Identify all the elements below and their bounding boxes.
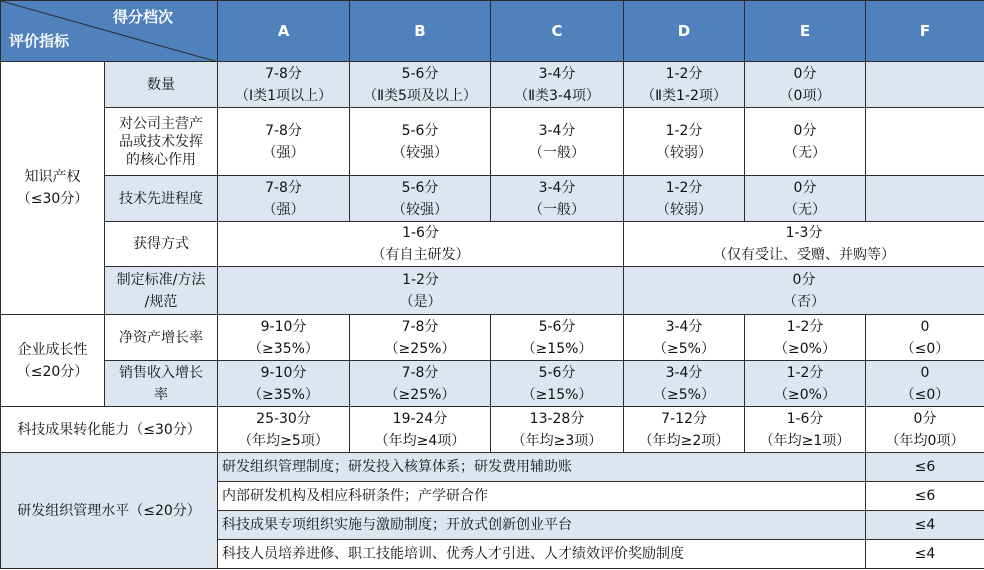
score-cell: 9-10分 （≥35%） bbox=[218, 315, 350, 361]
table-row bbox=[1, 267, 984, 315]
standards-yes-cell: 1-2分 （是） bbox=[218, 267, 624, 315]
quantity-label: 数量 bbox=[105, 62, 218, 108]
score-cell: 0 （≤0） bbox=[866, 315, 984, 361]
rd-item-text: 科技人员培养进修、职工技能培训、优秀人才引进、人才绩效评价奖励制度 bbox=[218, 540, 866, 569]
rd-item-score: ≤6 bbox=[866, 453, 984, 482]
net-assets-label: 净资产增长率 bbox=[105, 315, 218, 361]
score-cell: 7-8分 （≥25%） bbox=[350, 315, 491, 361]
rd-item-text: 研发组织管理制度；研发投入核算体系；研发费用辅助账 bbox=[218, 453, 866, 482]
table-row bbox=[1, 453, 984, 482]
score-cell: 5-6分 （≥15%） bbox=[491, 361, 624, 407]
score-cell: 19-24分 （年均≥4项） bbox=[350, 407, 491, 453]
table-row bbox=[1, 176, 984, 222]
score-cell: 1-6分 （年均≥1项） bbox=[745, 407, 866, 453]
score-cell: 0分 （无） bbox=[745, 176, 866, 222]
score-cell: 7-8分 （Ⅰ类1项以上） bbox=[218, 62, 350, 108]
score-cell: 5-6分 （Ⅱ类5项及以上） bbox=[350, 62, 491, 108]
score-cell: 1-2分 （Ⅱ类1-2项） bbox=[624, 62, 745, 108]
grade-header-e: E bbox=[745, 1, 866, 62]
corner-grade-label: 得分档次 bbox=[112, 8, 173, 26]
score-cell: 3-4分 （≥5%） bbox=[624, 361, 745, 407]
header-corner-cell bbox=[1, 1, 218, 62]
growth-group-weight: （≤20分） bbox=[16, 363, 89, 380]
score-cell: 0分 （无） bbox=[745, 108, 866, 176]
empty-cell bbox=[866, 62, 984, 108]
grade-header-c: C bbox=[491, 1, 624, 62]
rd-item-text: 内部研发机构及相应科研条件；产学研合作 bbox=[218, 482, 866, 511]
score-cell: 0 （≤0） bbox=[866, 361, 984, 407]
table-row bbox=[1, 407, 984, 453]
score-cell: 0分 （年均0项） bbox=[866, 407, 984, 453]
score-cell: 5-6分 （≥15%） bbox=[491, 315, 624, 361]
grade-header-a: A bbox=[218, 1, 350, 62]
score-cell: 5-6分 （较强） bbox=[350, 108, 491, 176]
ip-group-cell bbox=[1, 62, 105, 315]
score-cell: 1-2分 （≥0%） bbox=[745, 315, 866, 361]
core-role-label: 对公司主营产 品或技术发挥 的核心作用 bbox=[105, 108, 218, 176]
transform-label: 科技成果转化能力（≤30分） bbox=[1, 407, 218, 453]
sales-growth-label: 销售收入增长 率 bbox=[105, 361, 218, 407]
score-cell: 7-8分 （强） bbox=[218, 176, 350, 222]
score-cell: 3-4分 （Ⅱ类3-4项） bbox=[491, 62, 624, 108]
header-row bbox=[1, 1, 984, 62]
table-row bbox=[1, 108, 984, 176]
table-row bbox=[1, 222, 984, 267]
score-cell: 3-4分 （一般） bbox=[491, 176, 624, 222]
score-cell: 5-6分 （较强） bbox=[350, 176, 491, 222]
ip-group-weight: （≤30分） bbox=[16, 191, 89, 207]
empty-cell bbox=[866, 176, 984, 222]
rd-item-score: ≤6 bbox=[866, 482, 984, 511]
standards-label: 制定标准/方法 /规范 bbox=[105, 267, 218, 315]
rd-item-score: ≤4 bbox=[866, 540, 984, 569]
grade-header-d: D bbox=[624, 1, 745, 62]
rd-item-text: 科技成果专项组织实施与激励制度；开放式创新创业平台 bbox=[218, 511, 866, 540]
empty-cell bbox=[866, 108, 984, 176]
grade-header-f: F bbox=[866, 1, 984, 62]
ip-group-label: 知识产权 bbox=[24, 169, 81, 185]
acquisition-own-cell: 1-6分 （有自主研发） bbox=[218, 222, 624, 267]
score-cell: 7-8分 （强） bbox=[218, 108, 350, 176]
growth-group-label: 企业成长性 bbox=[17, 341, 88, 358]
rd-label: 研发组织管理水平（≤20分） bbox=[1, 453, 218, 569]
acquisition-transfer-cell: 1-3分 （仅有受让、受赠、并购等） bbox=[624, 222, 984, 267]
score-cell: 9-10分 （≥35%） bbox=[218, 361, 350, 407]
growth-group-cell bbox=[1, 315, 105, 407]
score-cell: 1-2分 （较弱） bbox=[624, 108, 745, 176]
score-cell: 3-4分 （≥5%） bbox=[624, 315, 745, 361]
rd-item-score: ≤4 bbox=[866, 511, 984, 540]
table-row bbox=[1, 62, 984, 108]
score-cell: 13-28分 （年均≥3项） bbox=[491, 407, 624, 453]
advanced-label: 技术先进程度 bbox=[105, 176, 218, 222]
grade-header-b: B bbox=[350, 1, 491, 62]
table-row bbox=[1, 361, 984, 407]
score-cell: 3-4分 （一般） bbox=[491, 108, 624, 176]
score-cell: 1-2分 （较弱） bbox=[624, 176, 745, 222]
standards-no-cell: 0分 （否） bbox=[624, 267, 984, 315]
score-cell: 0分 （0项） bbox=[745, 62, 866, 108]
acquisition-label: 获得方式 bbox=[105, 222, 218, 267]
score-cell: 7-12分 （年均≥2项） bbox=[624, 407, 745, 453]
score-cell: 1-2分 （≥0%） bbox=[745, 361, 866, 407]
score-cell: 7-8分 （≥25%） bbox=[350, 361, 491, 407]
score-cell: 25-30分 （年均≥5项） bbox=[218, 407, 350, 453]
corner-indicator-label: 评价指标 bbox=[9, 32, 70, 50]
table-row bbox=[1, 315, 984, 361]
